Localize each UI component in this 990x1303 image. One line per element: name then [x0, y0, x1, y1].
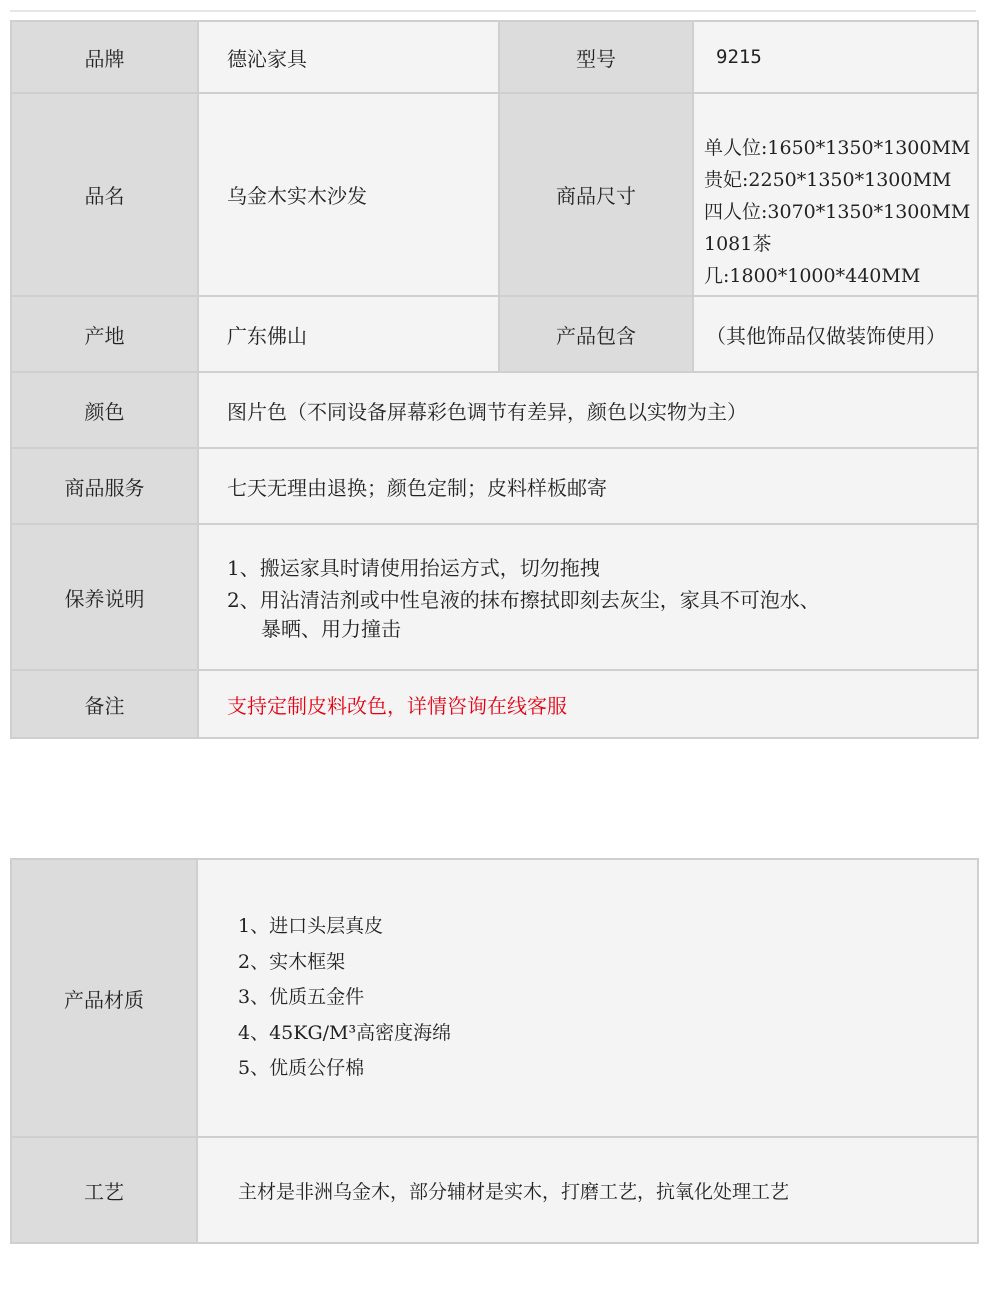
size-label: 商品尺寸 — [499, 93, 693, 296]
service-value: 七天无理由退换；颜色定制；皮料样板邮寄 — [198, 448, 978, 524]
row-color — [11, 372, 978, 448]
row-name — [11, 93, 978, 296]
row-note — [11, 670, 978, 738]
row-service — [11, 448, 978, 524]
care-line: 1、搬运家具时请使用抬运方式，切勿拖拽 — [227, 556, 600, 580]
size-line: 1081茶几:1800*1000*440MM — [704, 233, 921, 287]
row-origin — [11, 296, 978, 372]
origin-label: 产地 — [11, 296, 198, 372]
material-item: 4、45KG/M³高密度海绵 — [238, 1021, 452, 1044]
origin-value: 广东佛山 — [198, 296, 499, 372]
note-value: 支持定制皮料改色，详情咨询在线客服 — [198, 670, 978, 738]
craft-label: 工艺 — [11, 1137, 197, 1243]
material-item: 2、实木框架 — [238, 950, 346, 973]
material-table — [10, 858, 979, 1244]
size-line: 单人位:1650*1350*1300MM — [704, 137, 971, 159]
includes-value: （其他饰品仅做装饰使用） — [693, 296, 978, 372]
row-material — [11, 859, 978, 1137]
service-label: 商品服务 — [11, 448, 198, 524]
top-divider — [10, 10, 976, 12]
size-values — [693, 93, 978, 296]
row-craft — [11, 1137, 978, 1243]
size-line: 贵妃:2250*1350*1300MM — [704, 169, 952, 191]
color-value: 图片色（不同设备屏幕彩色调节有差异，颜色以实物为主） — [198, 372, 978, 448]
name-value: 乌金木实木沙发 — [198, 93, 499, 296]
brand-label: 品牌 — [11, 21, 198, 93]
material-list — [197, 859, 978, 1137]
model-value: 9215 — [693, 21, 978, 93]
color-label: 颜色 — [11, 372, 198, 448]
material-label: 产品材质 — [11, 859, 197, 1137]
name-label: 品名 — [11, 93, 198, 296]
note-label: 备注 — [11, 670, 198, 738]
care-label: 保养说明 — [11, 524, 198, 670]
brand-value: 德沁家具 — [198, 21, 499, 93]
row-brand — [11, 21, 978, 93]
care-line: 暴晒、用力撞击 — [261, 617, 401, 641]
model-label: 型号 — [499, 21, 693, 93]
care-value — [198, 524, 978, 670]
craft-value: 主材是非洲乌金木，部分辅材是实木，打磨工艺，抗氧化处理工艺 — [197, 1137, 978, 1243]
row-care — [11, 524, 978, 670]
spec-table — [10, 20, 979, 739]
material-item: 3、优质五金件 — [238, 986, 365, 1009]
care-line: 2、用沾清洁剂或中性皂液的抹布擦拭即刻去灰尘，家具不可泡水、 — [227, 588, 820, 612]
includes-label: 产品包含 — [499, 296, 693, 372]
size-line: 四人位:3070*1350*1300MM — [704, 201, 971, 223]
material-item: 5、优质公仔棉 — [238, 1057, 365, 1080]
material-item: 1、进口头层真皮 — [238, 915, 384, 938]
